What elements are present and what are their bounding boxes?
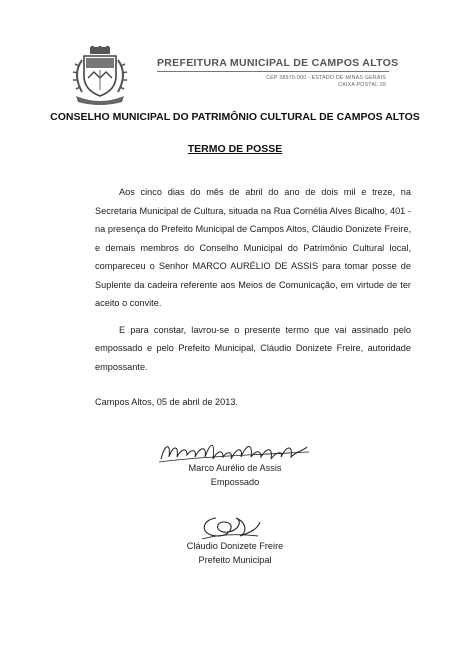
letterhead-address: CEP 38970-000 - ESTADO DE MINAS GERAIS [266,75,386,81]
letterhead-postal-box: CAIXA POSTAL 28 [338,82,386,88]
letterhead-rule [157,71,389,72]
municipal-crest-icon [68,46,132,106]
signature-empossado [157,437,312,465]
signatory-role: Empossado [210,477,260,487]
body-paragraph: Aos cinco dias do mês de abril do ano de dois mil e treze, na Secretaria Municipal de Cultura, situada na Rua Cornélia Alves Bicalho, 401 - na presença do Prefeito Municipal de Campos Altos, Cláudio Donizete Freire, e demais membros do Conselho Municipal do Patrimônio Cultural local, compareceu o Senhor MARCO AURÉLIO DE ASSIS para tomar posse de Suplente da cadeira referente aos Meios de Comunicação, em virtude de ter aceito o convite. [95,187,411,308]
document-body [95,183,411,376]
signature-prefeito [196,512,262,542]
document-title: TERMO DE POSSE [187,143,283,155]
signatory-name: Cláudio Donizete Freire [186,541,284,551]
council-heading: CONSELHO MUNICIPAL DO PATRIMÔNIO CULTURAL DE CAMPOS ALTOS [50,111,420,123]
letterhead-title: PREFEITURA MUNICIPAL DE CAMPOS ALTOS [157,57,399,69]
place-date: Campos Altos, 05 de abril de 2013. [95,397,239,407]
signatory-role: Prefeito Municipal [198,555,272,565]
signatory-name: Marco Aurélio de Assis [188,463,282,473]
body-paragraph: E para constar, lavrou-se o presente termo que vai assinado pelo empossado e pelo Prefeito Municipal, Cláudio Donizete Freire, autoridade empossante. [95,324,411,372]
